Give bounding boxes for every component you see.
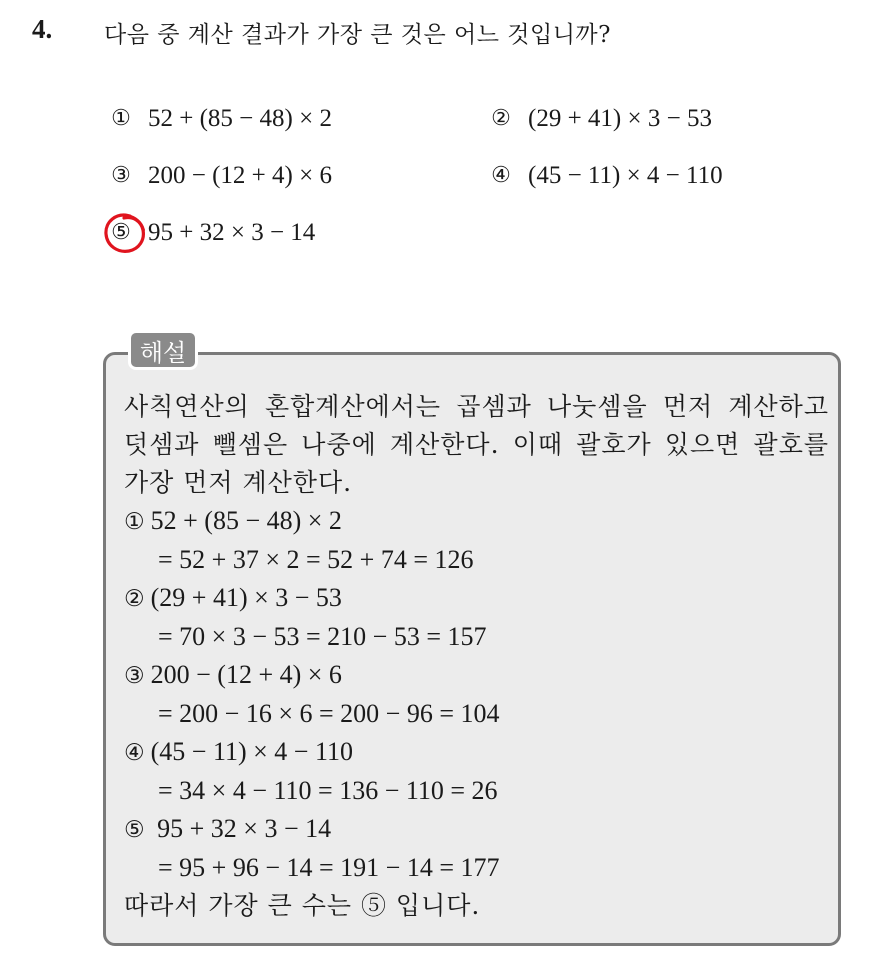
solution-step-3-expression: [124, 656, 829, 695]
solution-step-3-calc: = 200 − 16 × 6 = 200 − 96 = 104: [158, 699, 500, 728]
choice-4-expression: (45 − 11) × 4 − 110: [528, 162, 723, 189]
choice-5[interactable]: [108, 219, 315, 247]
choice-3-number: ③: [111, 163, 131, 188]
choice-3[interactable]: [108, 162, 332, 190]
choice-1[interactable]: [108, 105, 332, 133]
solution-step-1-number: ①: [124, 509, 145, 535]
question-text: 다음 중 계산 결과가 가장 큰 것은 어느 것입니까?: [104, 22, 611, 48]
solution-step-5-number: ⑤: [124, 817, 145, 843]
choice-4-number: ④: [491, 163, 511, 188]
solution-step-4-expr: (45 − 11) × 4 − 110: [150, 737, 354, 766]
choice-4[interactable]: [488, 162, 723, 190]
solution-step-5-expression: [124, 810, 829, 849]
solution-intro: 사칙연산의 혼합계산에서는 곱셈과 나눗셈을 먼저 계산하고 덧셈과 뺄셈은 나중에 계산한다. 이때 괄호가 있으면 괄호를 가장 먼저 계산한다.: [124, 392, 829, 497]
solution-step-3-number: ③: [124, 663, 145, 689]
answer-choices: [108, 100, 808, 260]
solution-step-5-expr: 95 + 32 × 3 − 14: [150, 814, 332, 843]
solution-conclusion: 따라서 가장 큰 수는 ⑤ 입니다.: [124, 891, 481, 920]
choice-1-number: ①: [111, 106, 131, 131]
solution-tab-label: 해설: [128, 330, 198, 370]
solution-step-4-expression: [124, 733, 829, 772]
solution-step-2-calc: = 70 × 3 − 53 = 210 − 53 = 157: [158, 622, 487, 651]
choice-1-expression: 52 + (85 − 48) × 2: [148, 105, 332, 132]
solution-step-4-number: ④: [124, 740, 145, 766]
choice-2[interactable]: [488, 105, 712, 133]
solution-step-1-calc: = 52 + 37 × 2 = 52 + 74 = 126: [158, 545, 474, 574]
solution-content: [124, 388, 829, 925]
solution-step-2-number: ②: [124, 586, 145, 612]
solution-step-5-calc: = 95 + 96 − 14 = 191 − 14 = 177: [158, 853, 500, 882]
solution-step-1-expr: 52 + (85 − 48) × 2: [150, 506, 342, 535]
choice-2-expression: (29 + 41) × 3 − 53: [528, 105, 712, 132]
solution-step-3-expr: 200 − (12 + 4) × 6: [150, 660, 342, 689]
solution-step-2-expression: [124, 579, 829, 618]
choice-2-number: ②: [491, 106, 511, 131]
question-number: 4.: [32, 14, 53, 44]
solution-step-4-calc: = 34 × 4 − 110 = 136 − 110 = 26: [158, 776, 498, 805]
choice-3-expression: 200 − (12 + 4) × 6: [148, 162, 332, 189]
choice-5-expression: 95 + 32 × 3 − 14: [148, 219, 316, 246]
choice-5-number: ⑤: [111, 220, 131, 245]
solution-step-1-expression: [124, 502, 829, 541]
solution-step-2-expr: (29 + 41) × 3 − 53: [150, 583, 342, 612]
